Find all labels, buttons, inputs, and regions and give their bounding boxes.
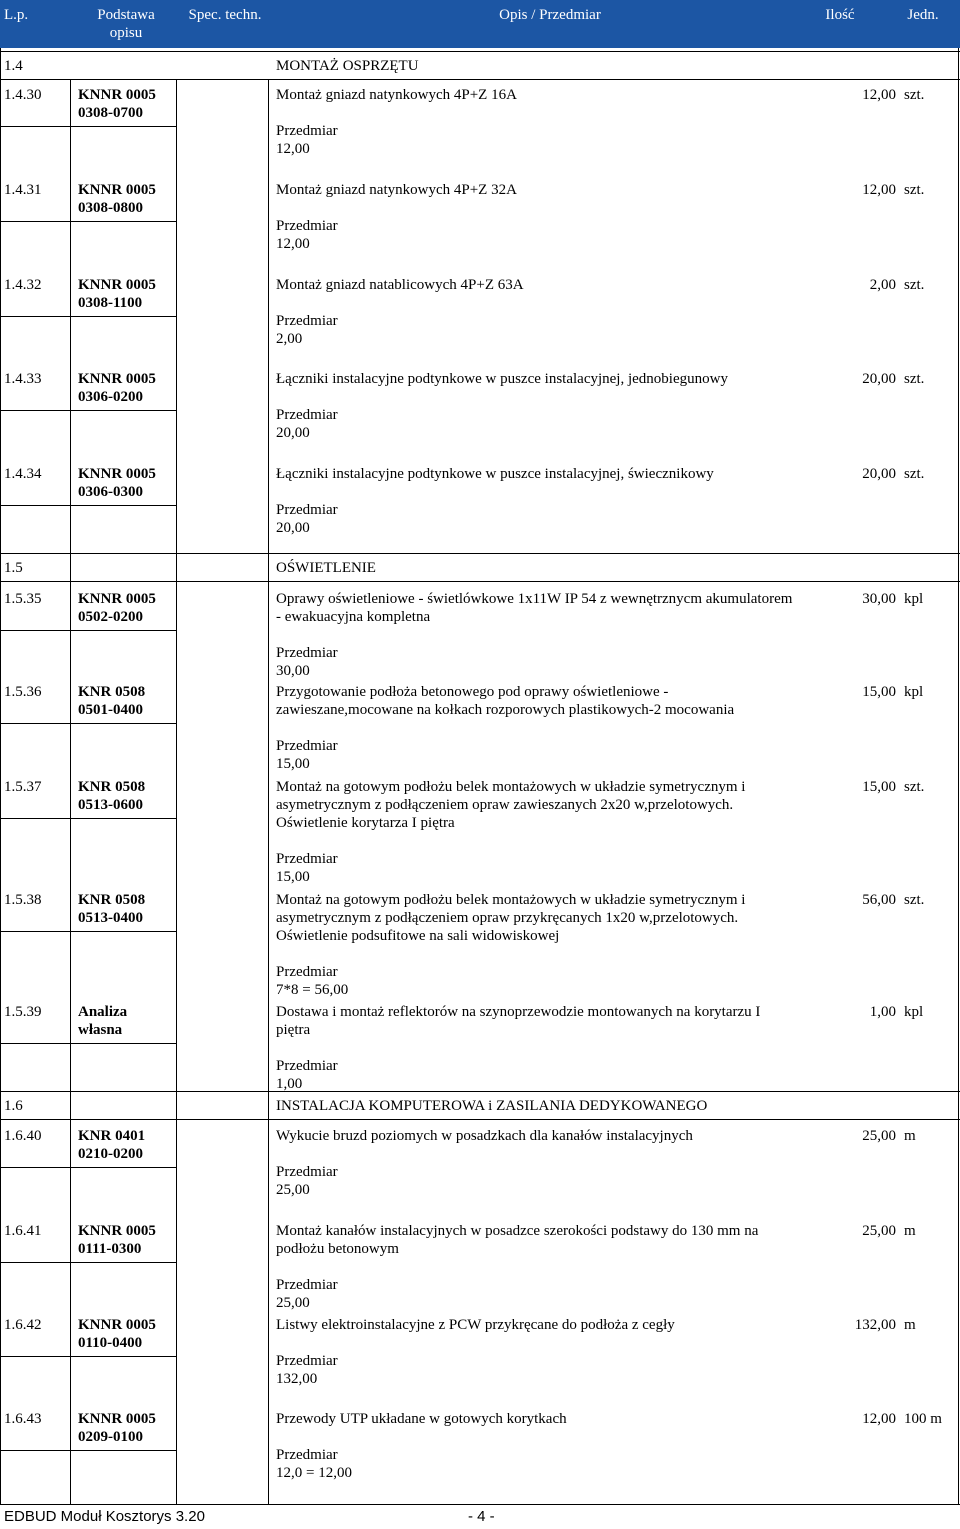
item-basis-line: Analiza <box>78 1004 128 1020</box>
item-przedmiar-label: Przedmiar <box>276 851 338 867</box>
item-unit: kpl <box>904 684 924 700</box>
item-unit: szt. <box>904 466 925 482</box>
row-divider <box>0 630 176 631</box>
section-lp: 1.4 <box>4 58 23 74</box>
footer-software: EDBUD Moduł Kosztorys 3.20 <box>4 1508 205 1525</box>
row-divider <box>0 931 176 932</box>
item-basis-line: 0111-0300 <box>78 1241 142 1257</box>
item-przedmiar-label: Przedmiar <box>276 218 338 234</box>
item-basis-line: 0308-1100 <box>78 295 143 311</box>
item-przedmiar-value: 2,00 <box>276 331 303 347</box>
item-basis-line: KNR 0401 <box>78 1128 146 1144</box>
item-lp: 1.5.37 <box>4 779 42 795</box>
item-basis-line: KNNR 0005 <box>78 591 156 607</box>
item-przedmiar-label: Przedmiar <box>276 407 338 423</box>
item-description: Montaż gniazd natynkowych 4P+Z 32A <box>276 182 517 198</box>
item-lp: 1.4.31 <box>4 182 42 198</box>
row-divider <box>0 126 176 127</box>
item-quantity: 132,00 <box>854 1317 896 1333</box>
item-przedmiar-value: 12,0 = 12,00 <box>276 1465 352 1481</box>
item-basis-line: 0501-0400 <box>78 702 143 718</box>
section-lp: 1.6 <box>4 1098 23 1114</box>
item-description: Montaż na gotowym podłożu belek montażowych w układzie symetrycznym i asymetrycznym z podłączeniem opraw zawieszanych 2x20 w,przelotowych. Oświetlenie korytarza I piętra <box>276 779 746 831</box>
item-przedmiar-value: 15,00 <box>276 756 310 772</box>
item-quantity: 20,00 <box>862 371 896 387</box>
item-quantity: 30,00 <box>862 591 896 607</box>
item-przedmiar-label: Przedmiar <box>276 1164 338 1180</box>
row-divider <box>0 1119 960 1120</box>
item-lp: 1.5.36 <box>4 684 42 700</box>
item-description: Montaż gniazd natynkowych 4P+Z 16A <box>276 87 517 103</box>
item-przedmiar-value: 132,00 <box>276 1371 318 1387</box>
item-unit: szt. <box>904 371 925 387</box>
item-unit: kpl <box>904 591 924 607</box>
row-divider <box>0 553 960 554</box>
item-basis-line: 0210-0200 <box>78 1146 143 1162</box>
item-basis-line: KNNR 0005 <box>78 1317 156 1333</box>
item-unit: szt. <box>904 87 925 103</box>
item-przedmiar-label: Przedmiar <box>276 313 338 329</box>
item-description: Oprawy oświetleniowe - świetlówkowe 1x11W IP 54 z wewnętrznycm akumulatorem - ewakuacyjna kompletna <box>276 591 793 625</box>
item-unit: m <box>904 1317 916 1333</box>
row-divider <box>0 51 960 52</box>
item-lp: 1.4.32 <box>4 277 42 293</box>
item-lp: 1.5.39 <box>4 1004 42 1020</box>
header-podstawa: Podstawa opisu <box>97 7 155 41</box>
item-description: Łączniki instalacyjne podtynkowe w puszce instalacyjnej, jednobiegunowy <box>276 371 728 387</box>
item-przedmiar-value: 30,00 <box>276 663 310 679</box>
item-lp: 1.6.43 <box>4 1411 42 1427</box>
item-description: Przygotowanie podłoża betonowego pod oprawy oświetleniowe - zawieszane,mocowane na kołkach rozporowych plastikowych-2 mocowania <box>276 684 735 718</box>
item-description: Montaż na gotowym podłożu belek montażowych w układzie symetrycznym i asymetrycznym z podłączeniem opraw przykręcanych 1x20 w,przelotowych. Oświetlenie podsufitowe na sali widowiskowej <box>276 892 746 944</box>
column-divider <box>268 80 269 1504</box>
header-jedn: Jedn. <box>907 7 939 23</box>
item-quantity: 12,00 <box>862 1411 896 1427</box>
row-divider <box>0 818 176 819</box>
item-przedmiar-value: 1,00 <box>276 1076 303 1092</box>
item-quantity: 15,00 <box>862 779 896 795</box>
item-przedmiar-value: 12,00 <box>276 236 310 252</box>
item-lp: 1.6.42 <box>4 1317 42 1333</box>
item-basis-line: 0502-0200 <box>78 609 143 625</box>
row-divider <box>0 1262 176 1263</box>
item-unit: kpl <box>904 1004 924 1020</box>
item-lp: 1.5.38 <box>4 892 42 908</box>
item-basis-line: KNNR 0005 <box>78 1411 156 1427</box>
item-lp: 1.6.40 <box>4 1128 42 1144</box>
item-przedmiar-value: 15,00 <box>276 869 310 885</box>
footer-page-number: - 4 - <box>468 1508 495 1525</box>
item-quantity: 2,00 <box>869 277 896 293</box>
item-basis-line: 0306-0300 <box>78 484 143 500</box>
item-przedmiar-value: 7*8 = 56,00 <box>276 982 349 998</box>
item-basis-line: KNR 0508 <box>78 779 146 795</box>
header-spec: Spec. techn. <box>188 7 262 23</box>
column-divider <box>70 80 71 1504</box>
row-divider <box>0 1167 176 1168</box>
item-przedmiar-label: Przedmiar <box>276 645 338 661</box>
item-basis-line: 0110-0400 <box>78 1335 143 1351</box>
row-divider <box>0 505 176 506</box>
item-przedmiar-label: Przedmiar <box>276 123 338 139</box>
item-przedmiar-label: Przedmiar <box>276 1353 338 1369</box>
item-description: Łączniki instalacyjne podtynkowe w puszce instalacyjnej, świecznikowy <box>276 466 714 482</box>
row-divider <box>0 221 176 222</box>
row-divider <box>0 410 176 411</box>
item-przedmiar-label: Przedmiar <box>276 1447 338 1463</box>
item-basis-line: 0513-0400 <box>78 910 143 926</box>
row-divider <box>0 581 960 582</box>
item-description: Dostawa i montaż reflektorów na szynoprzewodzie montowanych na korytarzu I piętra <box>276 1004 761 1038</box>
row-divider <box>0 723 176 724</box>
section-title: MONTAŻ OSPRZĘTU <box>276 58 419 74</box>
item-basis-line: KNR 0508 <box>78 892 146 908</box>
item-quantity: 15,00 <box>862 684 896 700</box>
item-quantity: 12,00 <box>862 182 896 198</box>
item-unit: m <box>904 1128 916 1144</box>
item-unit: szt. <box>904 779 925 795</box>
item-description: Montaż kanałów instalacyjnych w posadzce szerokości podstawy do 130 mm na podłożu betonowym <box>276 1223 759 1257</box>
item-basis-line: 0306-0200 <box>78 389 143 405</box>
item-lp: 1.4.30 <box>4 87 42 103</box>
column-divider <box>176 80 177 1504</box>
item-basis-line: KNNR 0005 <box>78 1223 156 1239</box>
item-unit: szt. <box>904 277 925 293</box>
item-przedmiar-value: 25,00 <box>276 1182 310 1198</box>
item-basis-line: KNNR 0005 <box>78 371 156 387</box>
item-przedmiar-label: Przedmiar <box>276 502 338 518</box>
item-description: Przewody UTP układane w gotowych korytkach <box>276 1411 567 1427</box>
item-basis-line: KNNR 0005 <box>78 466 156 482</box>
item-basis-line: własna <box>78 1022 123 1038</box>
row-divider <box>0 1356 176 1357</box>
item-lp: 1.6.41 <box>4 1223 42 1239</box>
item-lp: 1.5.35 <box>4 591 42 607</box>
item-quantity: 20,00 <box>862 466 896 482</box>
item-unit: szt. <box>904 892 925 908</box>
column-divider <box>958 48 959 1504</box>
item-przedmiar-label: Przedmiar <box>276 1277 338 1293</box>
footer-divider <box>0 1504 960 1505</box>
item-unit: m <box>904 1223 916 1239</box>
item-basis-line: KNR 0508 <box>78 684 146 700</box>
item-basis-line: KNNR 0005 <box>78 87 156 103</box>
item-description: Montaż gniazd natablicowych 4P+Z 63A <box>276 277 524 293</box>
item-quantity: 12,00 <box>862 87 896 103</box>
item-basis-line: 0513-0600 <box>78 797 143 813</box>
section-lp: 1.5 <box>4 560 23 576</box>
item-lp: 1.4.34 <box>4 466 42 482</box>
item-unit: szt. <box>904 182 925 198</box>
header-opis: Opis / Przedmiar <box>499 7 601 23</box>
item-unit: 100 m <box>904 1411 942 1427</box>
item-quantity: 25,00 <box>862 1128 896 1144</box>
row-divider <box>0 1091 960 1092</box>
item-lp: 1.4.33 <box>4 371 42 387</box>
item-quantity: 1,00 <box>869 1004 896 1020</box>
item-quantity: 56,00 <box>862 892 896 908</box>
item-przedmiar-label: Przedmiar <box>276 738 338 754</box>
item-przedmiar-label: Przedmiar <box>276 964 338 980</box>
row-divider <box>0 1043 176 1044</box>
section-title: OŚWIETLENIE <box>276 560 376 576</box>
section-title: INSTALACJA KOMPUTEROWA i ZASILANIA DEDYKOWANEGO <box>276 1098 708 1114</box>
row-divider <box>0 316 176 317</box>
header-lp: L.p. <box>4 7 29 23</box>
item-quantity: 25,00 <box>862 1223 896 1239</box>
item-przedmiar-value: 12,00 <box>276 141 310 157</box>
table-header <box>0 0 960 48</box>
item-basis-line: KNNR 0005 <box>78 277 156 293</box>
item-description: Listwy elektroinstalacyjne z PCW przykręcane do podłoża z cegły <box>276 1317 675 1333</box>
item-przedmiar-value: 20,00 <box>276 425 310 441</box>
item-przedmiar-value: 25,00 <box>276 1295 310 1311</box>
item-przedmiar-value: 20,00 <box>276 520 310 536</box>
row-divider <box>0 79 960 80</box>
item-przedmiar-label: Przedmiar <box>276 1058 338 1074</box>
item-basis-line: 0308-0800 <box>78 200 143 216</box>
header-ilosc: Ilość <box>825 7 855 23</box>
item-basis-line: 0209-0100 <box>78 1429 143 1445</box>
item-basis-line: KNNR 0005 <box>78 182 156 198</box>
row-divider <box>0 1450 176 1451</box>
item-description: Wykucie bruzd poziomych w posadzkach dla kanałów instalacyjnych <box>276 1128 693 1144</box>
item-basis-line: 0308-0700 <box>78 105 143 121</box>
column-divider <box>0 48 1 1504</box>
